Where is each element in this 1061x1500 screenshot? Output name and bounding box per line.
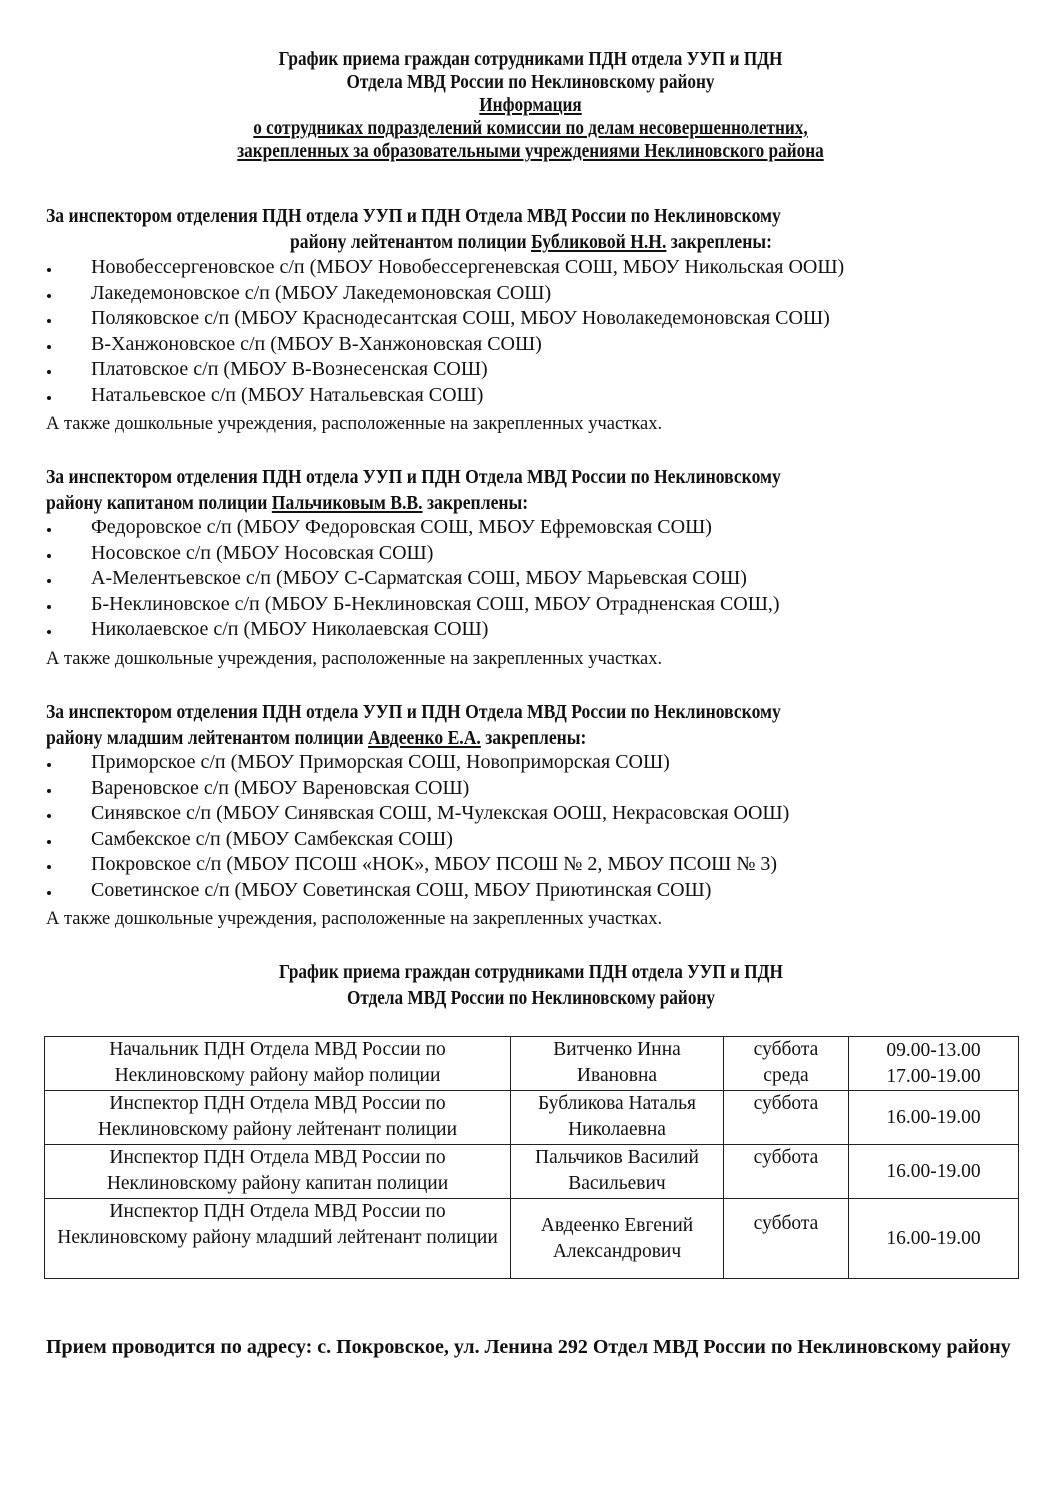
- time-cell: [849, 1037, 1019, 1091]
- section-2-suffix: закреплены:: [422, 492, 529, 514]
- section-3-note: А также дошкольные учреждения, расположенные на закрепленных участках.: [46, 909, 663, 929]
- list-item: Новобессергеновское с/п (МБОУ Новобессергеневская СОШ, МБОУ Никольская ООШ): [46, 255, 1026, 281]
- section-3-title: [46, 699, 1016, 751]
- section-3-inspector: Авдеенко Е.А.: [368, 727, 481, 749]
- section-1-title-line-1: За инспектором отделения ПДН отдела УУП и ПДН Отдела МВД России по Неклиновскому: [46, 205, 781, 227]
- day-cell: [724, 1199, 849, 1279]
- section-2-rank: району капитаном полиции: [46, 492, 272, 514]
- section-1-inspector: Бубликовой Н.Н.: [531, 231, 667, 253]
- section-2-note: А также дошкольные учреждения, расположенные на закрепленных участках.: [46, 649, 663, 669]
- schedule-title-line-2: Отдела МВД России по Неклиновскому району: [346, 987, 715, 1009]
- info-line-2-text: закрепленных за образовательными учреждениями Неклиновского района: [237, 140, 824, 162]
- name-line-1: Авдеенко Евгений: [540, 1214, 694, 1236]
- name-line-2: Николаевна: [568, 1119, 666, 1140]
- time-line-2: 17.00-19.00: [886, 1065, 981, 1087]
- name-line-1: Витченко Инна: [553, 1039, 681, 1060]
- list-item: В-Ханжоновское с/п (МБОУ В-Ханжоновская СОШ): [46, 332, 1026, 358]
- day-cell: суббота: [724, 1145, 849, 1199]
- day-line-1: суббота: [753, 1213, 819, 1234]
- info-title-text: Информация: [479, 94, 582, 116]
- schedule-table: [44, 1036, 1019, 1279]
- document-header: [0, 48, 1061, 163]
- position-cell: Инспектор ПДН Отдела МВД России по Неклиновскому району младший лейтенант полиции: [45, 1199, 511, 1279]
- section-1-title: [46, 203, 1016, 255]
- table-row: [45, 1037, 1019, 1091]
- section-3-title-line-1: За инспектором отделения ПДН отдела УУП и ПДН Отдела МВД России по Неклиновскому: [46, 701, 781, 723]
- section-3-suffix: закреплены:: [480, 727, 587, 749]
- name-line-1: Бубликова Наталья: [538, 1093, 696, 1114]
- section-2-inspector: Пальчиковым В.В.: [271, 492, 423, 514]
- position-cell: Начальник ПДН Отдела МВД России по Неклиновскому району майор полиции: [45, 1037, 511, 1091]
- name-line-2: Александрович: [552, 1240, 682, 1262]
- list-item: Покровское с/п (МБОУ ПСОШ «НОК», МБОУ ПСОШ № 2, МБОУ ПСОШ № 3): [46, 852, 1026, 878]
- section-2-title-line-2: [46, 490, 900, 516]
- list-item: Натальевское с/п (МБОУ Натальевская СОШ): [46, 383, 1026, 409]
- header-line-1: График приема граждан сотрудниками ПДН отдела УУП и ПДН: [278, 48, 783, 70]
- list-item: Вареновское с/п (МБОУ Вареновская СОШ): [46, 776, 1026, 802]
- name-cell: [511, 1145, 724, 1199]
- section-1-note: А также дошкольные учреждения, расположенные на закрепленных участках.: [46, 414, 663, 434]
- section-1-title-line-2: [104, 229, 958, 255]
- schedule-title-line-1: График приема граждан сотрудниками ПДН отдела УУП и ПДН: [278, 961, 783, 983]
- day-cell: [724, 1037, 849, 1091]
- section-2-title: [46, 464, 1016, 516]
- header-line-2: Отдела МВД России по Неклиновскому району: [346, 71, 715, 93]
- time-cell: 16.00-19.00: [849, 1199, 1019, 1279]
- list-item: Б-Неклиновское с/п (МБОУ Б-Неклиновская СОШ, МБОУ Отрадненская СОШ,): [46, 592, 1026, 618]
- list-item: Носовское с/п (МБОУ Носовская СОШ): [46, 541, 1026, 567]
- section-1-list: [46, 255, 1026, 409]
- list-item: Николаевское с/п (МБОУ Николаевская СОШ): [46, 617, 1026, 643]
- reception-address: Прием проводится по адресу: с. Покровское, ул. Ленина 292 Отдел МВД России по Неклиновскому району: [46, 1336, 1011, 1358]
- table-row: [45, 1199, 1019, 1279]
- info-line-1: [74, 117, 986, 140]
- section-3-list: [46, 750, 1026, 904]
- list-item: Лакедемоновское с/п (МБОУ Лакедемоновская СОШ): [46, 281, 1026, 307]
- schedule-title: [0, 959, 1061, 1011]
- info-title: [74, 94, 986, 117]
- list-item: Платовское с/п (МБОУ В-Вознесенская СОШ): [46, 357, 1026, 383]
- list-item: Синявское с/п (МБОУ Синявская СОШ, М-Чулекская ООШ, Некрасовская ООШ): [46, 801, 1026, 827]
- list-item: Поляковское с/п (МБОУ Краснодесантская СОШ, МБОУ Новолакедемоновская СОШ): [46, 306, 1026, 332]
- day-line-1: суббота: [753, 1039, 819, 1060]
- day-cell: суббота: [724, 1091, 849, 1145]
- list-item: Федоровское с/п (МБОУ Федоровская СОШ, МБОУ Ефремовская СОШ): [46, 515, 1026, 541]
- section-1-rank: району лейтенантом полиции: [290, 231, 532, 253]
- name-line-2: Ивановна: [576, 1065, 658, 1086]
- day-line-2: среда: [763, 1065, 809, 1086]
- info-line-2: [74, 140, 986, 163]
- info-line-1-text: о сотрудниках подразделений комиссии по делам несовершеннолетних,: [253, 117, 808, 139]
- position-cell: Инспектор ПДН Отдела МВД России по Неклиновскому району капитан полиции: [45, 1145, 511, 1199]
- section-2-list: [46, 515, 1026, 643]
- section-3-rank: району младшим лейтенантом полиции: [46, 727, 369, 749]
- name-cell: [511, 1037, 724, 1091]
- name-line-2: Васильевич: [568, 1173, 666, 1194]
- name-cell: [511, 1199, 724, 1279]
- section-1-suffix: закреплены:: [666, 231, 772, 253]
- time-cell: 16.00-19.00: [849, 1091, 1019, 1145]
- position-cell: Инспектор ПДН Отдела МВД России по Неклиновскому району лейтенант полиции: [45, 1091, 511, 1145]
- name-line-1: Пальчиков Василий: [535, 1147, 699, 1168]
- list-item: Приморское с/п (МБОУ Приморская СОШ, Новоприморская СОШ): [46, 750, 1026, 776]
- name-cell: [511, 1091, 724, 1145]
- time-line-1: 09.00-13.00: [886, 1039, 981, 1061]
- list-item: Самбекское с/п (МБОУ Самбекская СОШ): [46, 827, 1026, 853]
- section-2-title-line-1: За инспектором отделения ПДН отдела УУП и ПДН Отдела МВД России по Неклиновскому: [46, 466, 781, 488]
- table-row: [45, 1091, 1019, 1145]
- list-item: Советинское с/п (МБОУ Советинская СОШ, МБОУ Приютинская СОШ): [46, 878, 1026, 904]
- time-cell: 16.00-19.00: [849, 1145, 1019, 1199]
- section-3-title-line-2: [46, 725, 900, 751]
- table-row: [45, 1145, 1019, 1199]
- list-item: А-Мелентьевское с/п (МБОУ С-Сарматская СОШ, МБОУ Марьевская СОШ): [46, 566, 1026, 592]
